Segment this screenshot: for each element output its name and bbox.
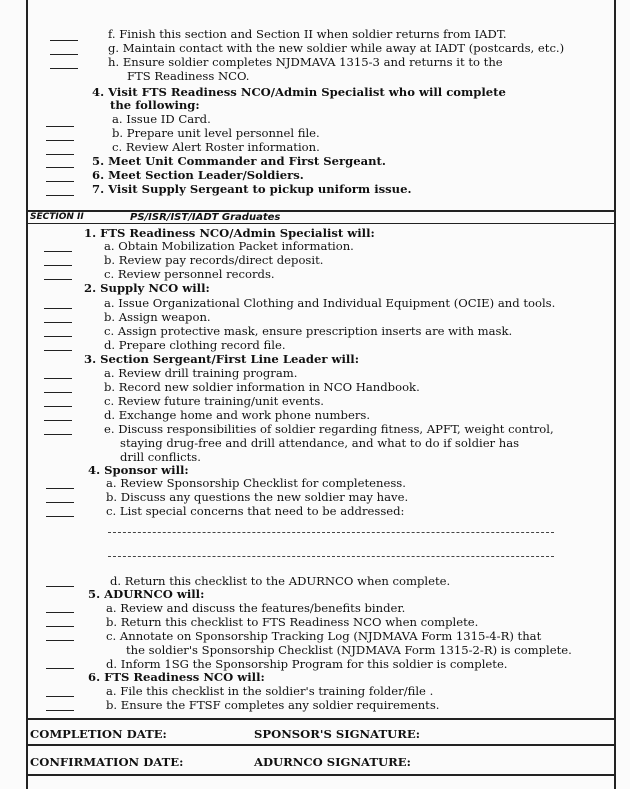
item-5: 5. Meet Unit Commander and First Sergeant. (92, 154, 386, 168)
item-4c: c. List special concerns that need to be addressed: (106, 504, 405, 518)
group-1-heading: 1. FTS Readiness NCO/Admin Specialist will: (84, 226, 375, 240)
item-2d: d. Prepare clothing record file. (104, 338, 286, 352)
check-blank[interactable] (44, 336, 72, 337)
item-6a: a. File this checklist in the soldier's training folder/file . (106, 684, 434, 698)
check-blank[interactable] (44, 279, 72, 280)
check-blank[interactable] (46, 154, 74, 155)
check-blank[interactable] (46, 612, 74, 613)
check-blank[interactable] (44, 251, 72, 252)
item-4d: d. Return this checklist to the ADURNCO when complete. (110, 574, 451, 588)
group-2-heading: 2. Supply NCO will: (84, 281, 210, 295)
item-3d: d. Exchange home and work phone numbers. (104, 408, 370, 422)
check-blank[interactable] (44, 265, 72, 266)
item-4a: a. Review Sponsorship Checklist for completeness. (106, 476, 406, 490)
concerns-line[interactable] (108, 556, 554, 557)
check-blank[interactable] (46, 696, 74, 697)
item-f: f. Finish this section and Section II when soldier returns from IADT. (108, 27, 507, 41)
check-blank[interactable] (46, 167, 74, 168)
section-divider-top (26, 210, 614, 212)
item-3c: c. Review future training/unit events. (104, 394, 324, 408)
item-1b: b. Review pay records/direct deposit. (104, 253, 324, 267)
footer-divider (26, 718, 614, 720)
footer-divider (26, 744, 614, 746)
completion-date-label: COMPLETION DATE: (30, 727, 167, 741)
check-blank[interactable] (44, 406, 72, 407)
check-blank[interactable] (44, 434, 72, 435)
item-2b: b. Assign weapon. (104, 310, 211, 324)
item-1a: a. Obtain Mobilization Packet information. (104, 239, 354, 253)
item-5a: a. Review and discuss the features/benefits binder. (106, 601, 406, 615)
item-3e-cont: staying drug-free and drill attendance, and what to do if soldier has (120, 436, 520, 450)
item-3a: a. Review drill training program. (104, 366, 298, 380)
check-blank[interactable] (46, 126, 74, 127)
section-2-label: SECTION II (30, 212, 84, 222)
item-g: g. Maintain contact with the new soldier while away at IADT (postcards, etc.) (108, 41, 565, 55)
item-6b: b. Ensure the FTSF completes any soldier requirements. (106, 698, 440, 712)
item-4b: b. Discuss any questions the new soldier may have. (106, 490, 409, 504)
item-1c: c. Review personnel records. (104, 267, 275, 281)
check-blank[interactable] (46, 668, 74, 669)
check-blank[interactable] (46, 626, 74, 627)
section-divider-bottom (26, 223, 614, 224)
check-blank[interactable] (46, 195, 74, 196)
item-h-cont: FTS Readiness NCO. (127, 69, 250, 83)
item-3e-cont2: drill conflicts. (120, 450, 201, 464)
item-5b: b. Return this checklist to FTS Readiness NCO when complete. (106, 615, 479, 629)
check-blank[interactable] (44, 350, 72, 351)
item-6: 6. Meet Section Leader/Soldiers. (92, 168, 304, 182)
item-5c-cont: the soldier's Sponsorship Checklist (NJDMAVA Form 1315-2-R) is complete. (126, 643, 572, 657)
concerns-line[interactable] (108, 532, 554, 533)
item-2a: a. Issue Organizational Clothing and Individual Equipment (OCIE) and tools. (104, 296, 556, 310)
check-blank[interactable] (44, 322, 72, 323)
check-blank[interactable] (46, 640, 74, 641)
item-5c: c. Annotate on Sponsorship Tracking Log (NJDMAVA Form 1315-4-R) that (106, 629, 542, 643)
item-4-heading-cont: the following: (110, 98, 200, 112)
item-3b: b. Record new soldier information in NCO Handbook. (104, 380, 420, 394)
item-5d: d. Inform 1SG the Sponsorship Program for this soldier is complete. (106, 657, 508, 671)
item-2c: c. Assign protective mask, ensure prescription inserts are with mask. (104, 324, 513, 338)
check-blank[interactable] (44, 420, 72, 421)
check-blank[interactable] (46, 140, 74, 141)
check-blank[interactable] (50, 68, 78, 69)
check-blank[interactable] (50, 40, 78, 41)
group-3-heading: 3. Section Sergeant/First Line Leader will: (84, 352, 359, 366)
check-blank[interactable] (46, 502, 74, 503)
item-4a: a. Issue ID Card. (112, 112, 211, 126)
check-blank[interactable] (50, 54, 78, 55)
check-blank[interactable] (44, 392, 72, 393)
item-4-heading: 4. Visit FTS Readiness NCO/Admin Specialist who will complete (92, 85, 506, 99)
item-4b: b. Prepare unit level personnel file. (112, 126, 320, 140)
group-6-heading: 6. FTS Readiness NCO will: (88, 670, 265, 684)
sponsor-signature-label: SPONSOR'S SIGNATURE: (254, 727, 420, 741)
check-blank[interactable] (46, 516, 74, 517)
item-7: 7. Visit Supply Sergeant to pickup uniform issue. (92, 182, 412, 196)
check-blank[interactable] (46, 586, 74, 587)
check-blank[interactable] (46, 710, 74, 711)
confirmation-date-label: CONFIRMATION DATE: (30, 755, 184, 769)
footer-divider (26, 774, 614, 776)
section-2-title: PS/ISR/IST/IADT Graduates (130, 212, 281, 223)
item-h: h. Ensure soldier completes NJDMAVA 1315-3 and returns it to the (108, 55, 503, 69)
group-5-heading: 5. ADURNCO will: (88, 587, 205, 601)
check-blank[interactable] (44, 378, 72, 379)
group-4-heading: 4. Sponsor will: (88, 463, 189, 477)
check-blank[interactable] (46, 488, 74, 489)
item-3e: e. Discuss responsibilities of soldier regarding fitness, APFT, weight control, (104, 422, 554, 436)
adurnco-signature-label: ADURNCO SIGNATURE: (254, 755, 411, 769)
item-4c: c. Review Alert Roster information. (112, 140, 320, 154)
check-blank[interactable] (46, 181, 74, 182)
check-blank[interactable] (44, 308, 72, 309)
